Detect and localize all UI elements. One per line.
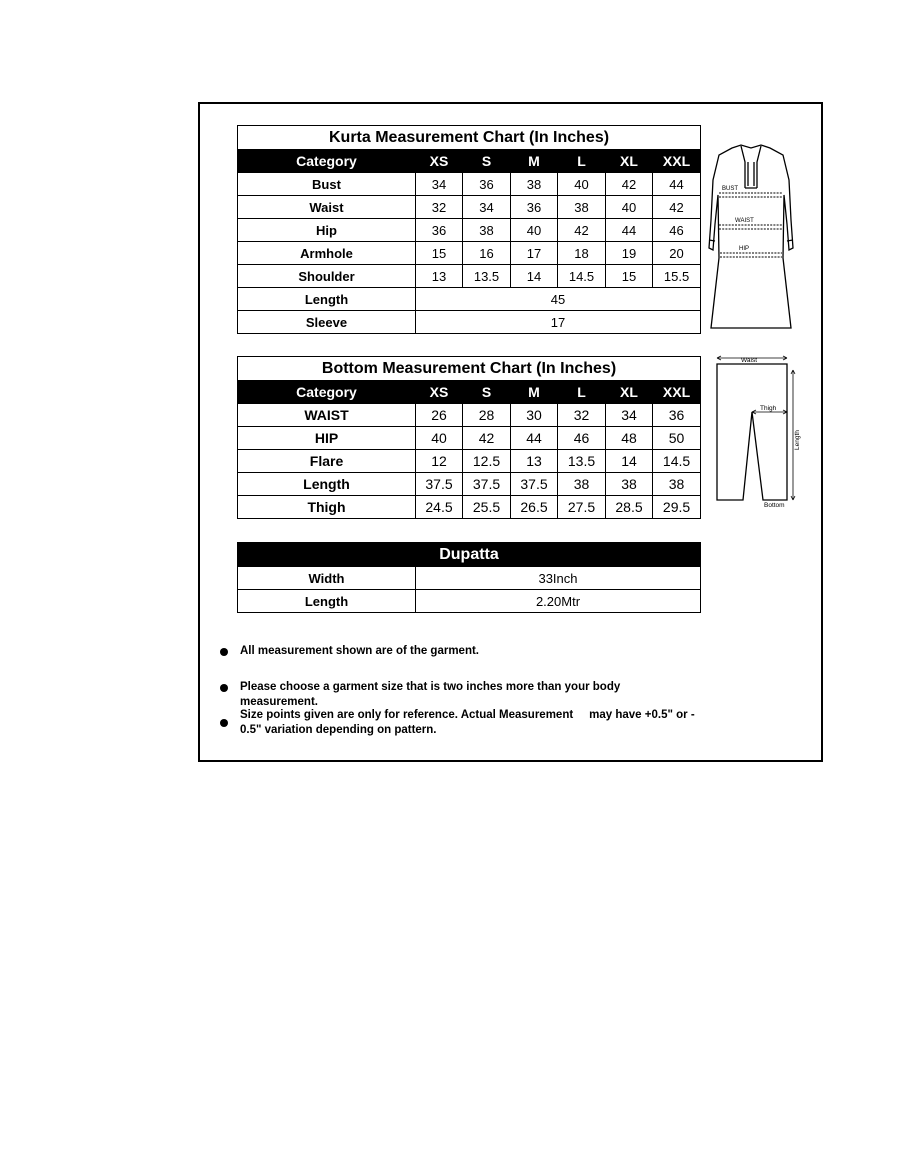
table-row: [238, 196, 701, 219]
table-cell: 14.5: [558, 265, 606, 288]
table-cell: 37.5: [511, 473, 558, 496]
table-cell: 20: [653, 242, 701, 265]
table-cell: 42: [558, 219, 606, 242]
kurta-header-row: [238, 150, 701, 173]
row-label: Width: [238, 567, 416, 590]
bottom-header-size: L: [558, 381, 606, 404]
table-cell: 33Inch: [416, 567, 701, 590]
table-cell: 48: [606, 427, 653, 450]
table-cell: 38: [558, 473, 606, 496]
table-cell: 36: [416, 219, 463, 242]
table-cell: 38: [463, 219, 511, 242]
row-label: Length: [238, 288, 416, 311]
table-cell: 34: [606, 404, 653, 427]
table-row: [238, 590, 701, 613]
table-cell: 36: [511, 196, 558, 219]
table-cell: 38: [558, 196, 606, 219]
table-row: [238, 288, 701, 311]
pant-bottom-label: Bottom: [764, 502, 785, 509]
row-label: Shoulder: [238, 265, 416, 288]
table-cell: 2.20Mtr: [416, 590, 701, 613]
bottom-header-size: XXL: [653, 381, 701, 404]
kurta-header-size: S: [463, 150, 511, 173]
table-cell: 44: [653, 173, 701, 196]
kurta-waist-label: WAIST: [735, 218, 754, 224]
row-label: Bust: [238, 173, 416, 196]
table-row: [238, 219, 701, 242]
table-cell-all-sizes: 45: [416, 288, 701, 311]
bottom-measurement-table: [237, 356, 701, 519]
table-cell: 32: [416, 196, 463, 219]
row-label: Length: [238, 590, 416, 613]
table-cell: 13.5: [463, 265, 511, 288]
table-cell: 28: [463, 404, 511, 427]
row-label: Armhole: [238, 242, 416, 265]
table-cell: 46: [558, 427, 606, 450]
note-text-continued: 0.5" variation depending on pattern.: [240, 724, 437, 736]
table-cell: 40: [511, 219, 558, 242]
table-cell: 12.5: [463, 450, 511, 473]
table-cell: 26: [416, 404, 463, 427]
bottom-header-size: XS: [416, 381, 463, 404]
row-label: WAIST: [238, 404, 416, 427]
bullet-icon: [220, 648, 228, 656]
table-cell-all-sizes: 17: [416, 311, 701, 334]
table-row: [238, 450, 701, 473]
kurta-bust-label: BUST: [722, 186, 739, 192]
table-cell: 28.5: [606, 496, 653, 519]
table-cell: 14: [511, 265, 558, 288]
table-cell: 42: [606, 173, 653, 196]
pant-diagram: [705, 352, 805, 512]
row-label: Hip: [238, 219, 416, 242]
bottom-header-size: M: [511, 381, 558, 404]
kurta-header-size: XS: [416, 150, 463, 173]
table-cell: 19: [606, 242, 653, 265]
table-cell: 37.5: [463, 473, 511, 496]
kurta-measurement-table: [237, 125, 701, 334]
table-cell: 25.5: [463, 496, 511, 519]
table-cell: 16: [463, 242, 511, 265]
table-cell: 12: [416, 450, 463, 473]
table-row: [238, 427, 701, 450]
table-cell: 38: [511, 173, 558, 196]
bottom-chart-title: Bottom Measurement Chart (In Inches): [238, 357, 701, 381]
bottom-header-size: XL: [606, 381, 653, 404]
table-cell: 26.5: [511, 496, 558, 519]
table-row: [238, 265, 701, 288]
table-row: [238, 404, 701, 427]
dupatta-title: Dupatta: [238, 543, 701, 567]
table-cell: 13: [416, 265, 463, 288]
table-cell: 38: [653, 473, 701, 496]
bullet-icon: [220, 719, 228, 727]
table-cell: 34: [463, 196, 511, 219]
table-cell: 44: [606, 219, 653, 242]
note-text: Size points given are only for reference. Actual Measurement may have +0.5" or -: [240, 709, 695, 721]
row-label: Length: [238, 473, 416, 496]
pant-length-label: Length: [794, 430, 801, 450]
pant-waist-label: Waist: [741, 357, 758, 364]
table-row: [238, 496, 701, 519]
row-label: HIP: [238, 427, 416, 450]
table-cell: 14: [606, 450, 653, 473]
kurta-header-size: L: [558, 150, 606, 173]
table-cell: 42: [463, 427, 511, 450]
table-cell: 13: [511, 450, 558, 473]
kurta-hip-label: HIP: [739, 246, 750, 252]
table-cell: 15: [416, 242, 463, 265]
table-cell: 37.5: [416, 473, 463, 496]
table-cell: 40: [558, 173, 606, 196]
kurta-header-size: M: [511, 150, 558, 173]
table-row: [238, 567, 701, 590]
row-label: Thigh: [238, 496, 416, 519]
table-cell: 50: [653, 427, 701, 450]
table-cell: 44: [511, 427, 558, 450]
table-cell: 36: [653, 404, 701, 427]
row-label: Waist: [238, 196, 416, 219]
row-label: Sleeve: [238, 311, 416, 334]
note-text: Please choose a garment size that is two inches more than your body measurement.: [240, 681, 621, 708]
table-cell: 15: [606, 265, 653, 288]
table-cell: 46: [653, 219, 701, 242]
dupatta-table: [237, 542, 701, 613]
table-cell: 14.5: [653, 450, 701, 473]
kurta-header-size: XXL: [653, 150, 701, 173]
row-label: Flare: [238, 450, 416, 473]
bottom-header-category: Category: [238, 381, 416, 404]
table-cell: 18: [558, 242, 606, 265]
table-cell: 40: [416, 427, 463, 450]
table-cell: 38: [606, 473, 653, 496]
table-row: [238, 173, 701, 196]
table-cell: 42: [653, 196, 701, 219]
table-cell: 30: [511, 404, 558, 427]
table-cell: 36: [463, 173, 511, 196]
note-text: All measurement shown are of the garment.: [240, 645, 480, 657]
kurta-diagram: [705, 140, 800, 335]
kurta-header-category: Category: [238, 150, 416, 173]
table-row: [238, 242, 701, 265]
table-row: [238, 473, 701, 496]
table-cell: 17: [511, 242, 558, 265]
table-cell: 40: [606, 196, 653, 219]
table-cell: 15.5: [653, 265, 701, 288]
table-cell: 13.5: [558, 450, 606, 473]
table-cell: 24.5: [416, 496, 463, 519]
table-cell: 32: [558, 404, 606, 427]
bottom-header-size: S: [463, 381, 511, 404]
kurta-chart-title: Kurta Measurement Chart (In Inches): [238, 126, 701, 150]
bullet-icon: [220, 684, 228, 692]
bottom-header-row: [238, 381, 701, 404]
table-cell: 29.5: [653, 496, 701, 519]
kurta-header-size: XL: [606, 150, 653, 173]
table-cell: 27.5: [558, 496, 606, 519]
table-cell: 34: [416, 173, 463, 196]
table-row: [238, 311, 701, 334]
pant-thigh-label: Thigh: [760, 405, 777, 412]
